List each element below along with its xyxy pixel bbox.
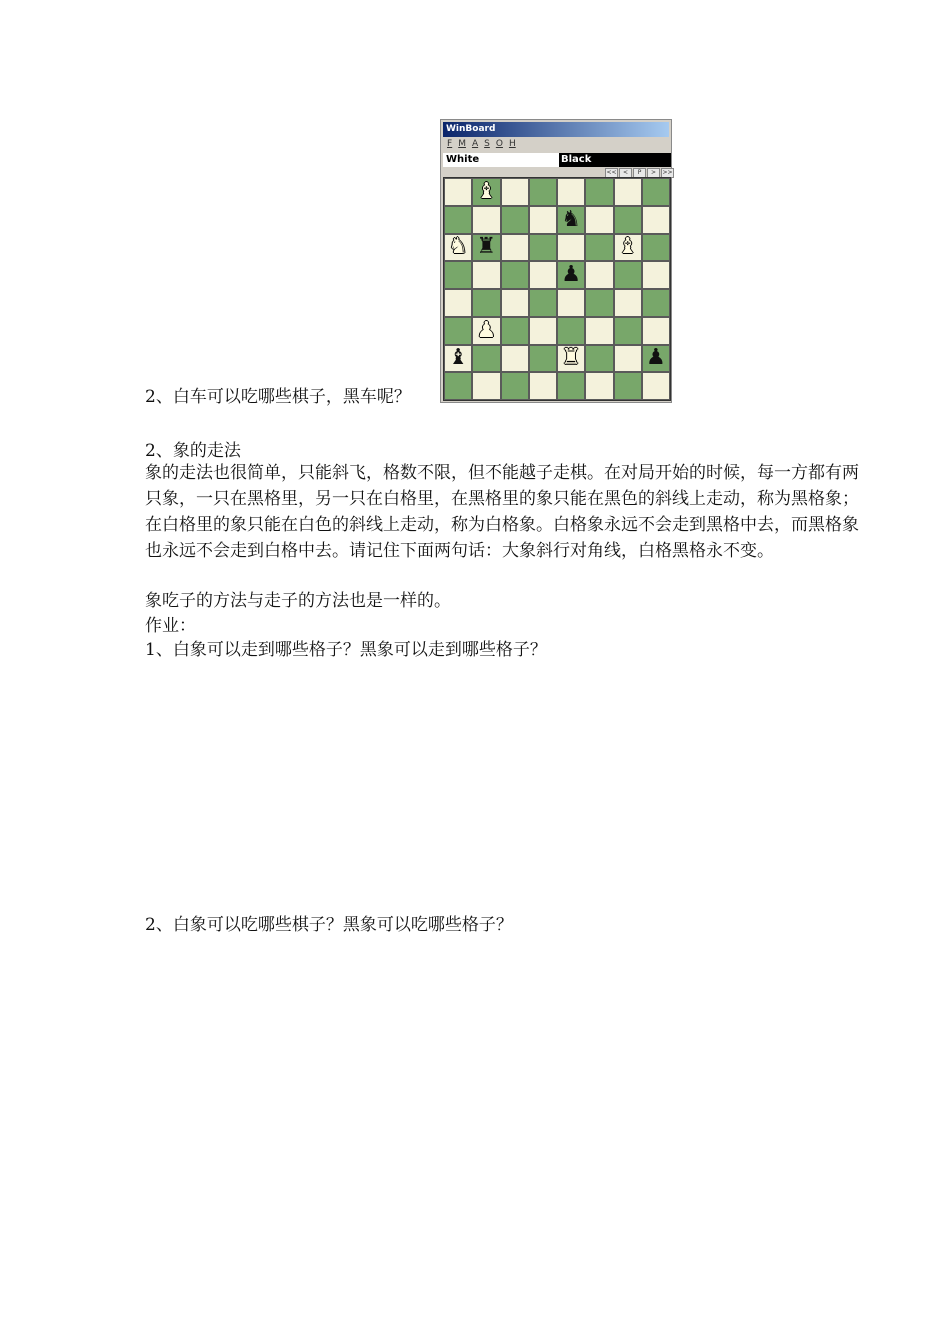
board-square[interactable] (557, 206, 585, 234)
menu-action[interactable]: A (471, 139, 479, 149)
board-square[interactable] (501, 234, 529, 262)
board-square[interactable] (472, 372, 500, 400)
board-square[interactable] (642, 206, 670, 234)
board-square[interactable] (642, 261, 670, 289)
board-square[interactable] (501, 317, 529, 345)
winboard-window (440, 119, 672, 403)
menu-mode[interactable]: M (458, 139, 466, 149)
black-pawn-icon[interactable]: ♟ (561, 262, 581, 288)
capture-note: 象吃子的方法与走子的方法也是一样的。 (145, 591, 451, 611)
board-square[interactable] (585, 178, 613, 206)
white-rook-icon[interactable]: ♜ (561, 345, 581, 371)
board-square[interactable] (614, 261, 642, 289)
white-bishop-icon[interactable]: ♝ (617, 234, 638, 260)
board-square[interactable] (642, 345, 670, 373)
board-square[interactable] (472, 206, 500, 234)
body-paragraph: 象的走法也很简单，只能斜飞，格数不限，但不能越子走棋。在对局开始的时候，每一方都有两只象，一只在黑格里，另一只在白格里，在黑格里的象只能在黑色的斜线上走动，称为黑格象；在白格里的象只能在白色的斜线上走动，称为白格象。白格象永远不会走到黑格中去，而黑格象也永远不会走到白格中去。请记住下面两句话：大象斜行对角线，白格黑格永不变。 (145, 463, 859, 561)
nav-back-button[interactable]: < (619, 168, 632, 178)
board-square[interactable] (642, 289, 670, 317)
board-square[interactable] (444, 234, 472, 262)
board-square[interactable] (585, 234, 613, 262)
board-square[interactable] (501, 372, 529, 400)
board-square[interactable] (529, 372, 557, 400)
board-square[interactable] (557, 289, 585, 317)
board-square[interactable] (614, 345, 642, 373)
white-clock-label: White (446, 154, 480, 165)
board-square[interactable] (472, 345, 500, 373)
nav-forward-button[interactable]: > (647, 168, 660, 178)
board-square[interactable] (557, 234, 585, 262)
white-knight-icon[interactable]: ♞ (448, 234, 468, 260)
board-square[interactable] (472, 289, 500, 317)
board-square[interactable] (557, 178, 585, 206)
board-square[interactable] (585, 372, 613, 400)
board-square[interactable] (444, 206, 472, 234)
board-square[interactable] (614, 234, 642, 262)
board-square[interactable] (472, 178, 500, 206)
board-square[interactable] (501, 345, 529, 373)
board-square[interactable] (472, 261, 500, 289)
board-square[interactable] (642, 317, 670, 345)
board-square[interactable] (529, 261, 557, 289)
question-1: 1、白象可以走到哪些格子？黑象可以走到哪些格子？ (145, 640, 547, 660)
board-square[interactable] (585, 261, 613, 289)
nav-last-button[interactable]: >> (662, 169, 673, 176)
board-square[interactable] (501, 289, 529, 317)
board-square[interactable] (529, 206, 557, 234)
white-bishop-icon[interactable]: ♝ (476, 178, 497, 204)
board-square[interactable] (472, 234, 500, 262)
board-square[interactable] (585, 289, 613, 317)
board-square[interactable] (444, 345, 472, 373)
homework-label: 作业： (145, 616, 196, 636)
board-square[interactable] (529, 345, 557, 373)
board-square[interactable] (585, 317, 613, 345)
black-knight-icon[interactable]: ♞ (561, 206, 581, 232)
black-rook-icon[interactable]: ♜ (476, 234, 497, 260)
board-square[interactable] (557, 372, 585, 400)
black-clock-label: Black (559, 153, 671, 167)
board-square[interactable] (557, 345, 585, 373)
winboard-title: WinBoard (443, 122, 669, 137)
white-pawn-icon[interactable]: ♟ (476, 317, 497, 343)
board-square[interactable] (642, 178, 670, 206)
board-square[interactable] (529, 289, 557, 317)
board-square[interactable] (444, 372, 472, 400)
board-square[interactable] (444, 289, 472, 317)
board-square[interactable] (614, 289, 642, 317)
board-square[interactable] (501, 206, 529, 234)
board-square[interactable] (472, 317, 500, 345)
board-square[interactable] (557, 317, 585, 345)
winboard-menubar (447, 139, 516, 151)
black-pawn-icon[interactable]: ♟ (646, 345, 666, 371)
rook-question: 2、白车可以吃哪些棋子，黑车呢？ (145, 387, 411, 407)
board-square[interactable] (614, 317, 642, 345)
board-square[interactable] (614, 206, 642, 234)
nav-first-button[interactable]: << (606, 169, 617, 176)
board-square[interactable] (642, 234, 670, 262)
section-title: 2、象的走法 (145, 441, 241, 461)
board-square[interactable] (529, 317, 557, 345)
clock-row (443, 153, 671, 167)
board-square[interactable] (501, 178, 529, 206)
board-square[interactable] (529, 178, 557, 206)
question-2: 2、白象可以吃哪些棋子？黑象可以吃哪些格子？ (145, 915, 513, 935)
chess-board (443, 177, 671, 401)
board-square[interactable] (642, 372, 670, 400)
board-square[interactable] (501, 261, 529, 289)
menu-step[interactable]: S (484, 139, 490, 149)
board-square[interactable] (585, 345, 613, 373)
board-square[interactable] (557, 261, 585, 289)
board-square[interactable] (444, 317, 472, 345)
board-square[interactable] (444, 261, 472, 289)
black-bishop-icon[interactable]: ♝ (448, 345, 468, 371)
board-square[interactable] (614, 178, 642, 206)
board-square[interactable] (529, 234, 557, 262)
menu-help[interactable]: H (508, 139, 516, 149)
board-square[interactable] (614, 372, 642, 400)
board-square[interactable] (585, 206, 613, 234)
board-square[interactable] (444, 178, 472, 206)
nav-pause-button[interactable]: P (633, 168, 646, 178)
menu-options[interactable]: O (495, 139, 503, 149)
menu-file[interactable]: F (447, 139, 453, 149)
